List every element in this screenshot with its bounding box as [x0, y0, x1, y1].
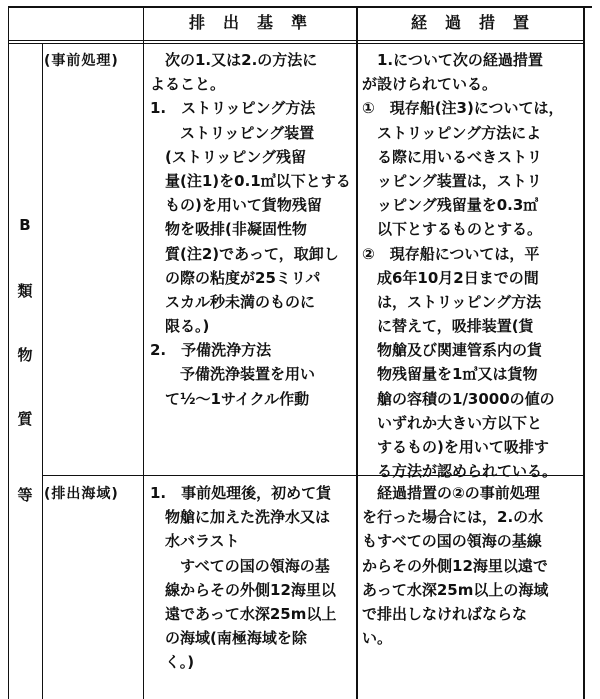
text-line: 水バラスト	[150, 532, 240, 551]
text-line: 1. 事前処理後，初めて貨	[150, 484, 332, 502]
pretreatment-transitional-text	[362, 48, 582, 483]
text-line: 質(注2)であって，取卸し	[150, 244, 339, 263]
text-line: もすべての国の領海の基線	[362, 532, 542, 551]
text-line: あって水深25m以上の海域	[362, 580, 549, 599]
text-line: い。	[362, 629, 393, 648]
text-line: するもの)を用いて吸排す	[362, 438, 549, 456]
middle-column-divider	[356, 6, 358, 699]
text-line: ② 現存船については，平	[362, 244, 540, 263]
discharge-area-standard-text	[150, 481, 354, 675]
text-line: (ストリッピング残留	[150, 147, 306, 166]
header-discharge-standard: 排出基準	[188, 13, 325, 32]
pretreatment-standard-text	[150, 48, 354, 411]
text-line: 2. 予備洗浄方法	[150, 341, 272, 360]
header-underline-1	[8, 40, 585, 41]
pretreatment-label: (事前処理)	[44, 53, 119, 69]
text-line: て½～1サイクル作動	[150, 389, 310, 408]
text-line: ① 現存船(注3)については，	[362, 99, 564, 118]
text-line: 物残留量を1㎥又は貨物	[362, 365, 538, 384]
category-divider	[42, 44, 43, 699]
text-line: ストリッピング装置	[150, 123, 315, 142]
text-line: 物艙及び関連管系内の貨	[362, 341, 543, 360]
text-line: 成6年10月2日までの間	[362, 268, 539, 287]
text-line: 1. ストリッピング方法	[150, 99, 316, 118]
text-line: ッピング装置は，ストリ	[362, 171, 542, 190]
text-line: 限る。)	[150, 317, 210, 336]
text-line: 次の1.又は2.の方法に	[150, 51, 318, 69]
label-column-divider	[143, 6, 144, 699]
text-line: の際の粘度が25ミリパ	[150, 268, 321, 287]
text-line: 経過措置の②の事前処理	[362, 484, 540, 502]
text-line: ッピング残留量を0.3㎥	[362, 196, 539, 215]
text-line: いずれか大きい方以下と	[362, 413, 543, 432]
text-line: 予備洗浄装置を用い	[150, 365, 316, 384]
text-line: 1.について次の経過措置	[362, 51, 543, 69]
text-line: く。)	[150, 653, 195, 672]
text-line: が設けられている。	[362, 75, 498, 94]
text-line: ストリッピング方法によ	[362, 123, 542, 142]
category-char-shitsu: 質	[17, 410, 33, 428]
text-line: からその外側12海里以遠で	[362, 556, 548, 575]
text-line: すべての国の領海の基	[150, 556, 330, 575]
text-line: 以下とするものとする。	[362, 220, 543, 239]
category-char-rui: 類	[17, 282, 33, 300]
category-char-tou: 等	[17, 486, 33, 504]
text-line: 艙の容積の1/3000の値の	[362, 389, 555, 408]
category-char-butsu: 物	[17, 346, 33, 364]
text-line: る方法が認められている。	[362, 462, 558, 481]
discharge-area-label: (排出海域)	[44, 486, 119, 502]
text-line: を行った場合には，2.の水	[362, 508, 544, 527]
text-line: スカル秒未満のものに	[150, 292, 316, 311]
text-line: は，ストリッピング方法	[362, 292, 542, 311]
text-line: 物艙に加えた洗浄水又は	[150, 508, 331, 527]
text-line: よること。	[150, 75, 226, 94]
text-line: る際に用いるべきストリ	[362, 147, 543, 166]
text-line: 線からその外側12海里以	[150, 580, 336, 599]
header-transitional-measures: 経過措置	[410, 13, 547, 32]
text-line: 量(注1)を0.1㎥以下とする	[150, 171, 351, 190]
text-line: に替えて，吸排装置(貨	[362, 317, 534, 336]
category-char-b: B	[19, 216, 31, 234]
text-line: の海域(南極海域を除	[150, 629, 307, 648]
text-line: 物を吸排(非凝固性物	[150, 220, 307, 239]
discharge-area-transitional-text	[362, 481, 582, 650]
table-left-border	[8, 6, 9, 699]
text-line: もの)を用いて貨物残留	[150, 196, 322, 215]
table-right-border	[583, 6, 585, 699]
header-underline-2	[8, 43, 585, 44]
text-line: 遠であって水深25m以上	[150, 604, 337, 623]
text-line: で排出しなければならな	[362, 604, 528, 623]
